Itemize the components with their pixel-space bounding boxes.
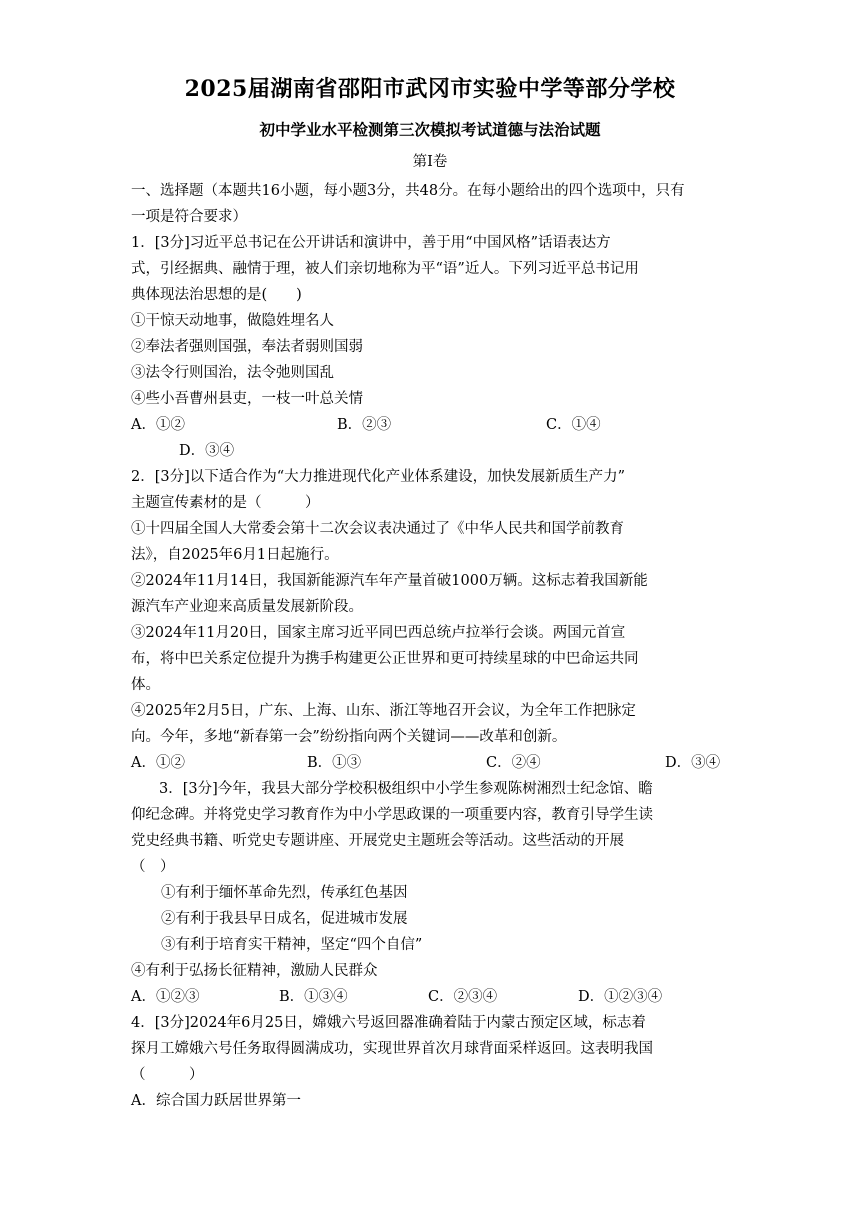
statement-item: 体。 xyxy=(131,677,160,693)
question-text: 1．[3分]习近平总书记在公开讲话和演讲中，善于用“中国风格”话语表达方 xyxy=(131,235,611,251)
question-text: 典体现法治思想的是( ) xyxy=(131,287,302,303)
statement-item: 源汽车产业迎来高质量发展新阶段。 xyxy=(131,599,363,615)
question-1 xyxy=(131,230,731,464)
statement-item: 法》，自2025年6月1日起施行。 xyxy=(131,547,339,563)
option-a[interactable]: A．综合国力跃居世界第一 xyxy=(131,1093,301,1109)
exam-title: 2025届湖南省邵阳市武冈市实验中学等部分学校 xyxy=(184,76,676,102)
option-a[interactable]: A．①②③ xyxy=(131,989,200,1005)
exam-subtitle: 初中学业水平检测第三次模拟考试道德与法治试题 xyxy=(259,120,601,139)
question-text: 2．[3分]以下适合作为“大力推进现代化产业体系建设，加快发展新质生产力” xyxy=(131,469,626,485)
question-text: 4．[3分]2024年6月25日，嫦娥六号返回器准确着陆于内蒙古预定区域，标志着 xyxy=(131,1015,646,1031)
option-b[interactable]: B．①③④ xyxy=(279,989,348,1005)
section-heading-cont: 一项是符合要求） xyxy=(131,209,247,225)
statement-item: ④2025年2月5日，广东、上海、山东、浙江等地召开会议，为全年工作把脉定 xyxy=(131,703,636,719)
option-a[interactable]: A．①② xyxy=(131,755,185,771)
option-d[interactable]: D．③④ xyxy=(179,443,235,459)
statement-item: ②奉法者强则国强，奉法者弱则国弱 xyxy=(131,339,363,355)
question-text: 党史经典书籍、听党史专题讲座、开展党史主题班会等活动。这些活动的开展 xyxy=(131,833,624,849)
answer-options xyxy=(131,984,731,1010)
exam-body xyxy=(131,178,731,1114)
statement-item: ②有利于我县早日成名，促进城市发展 xyxy=(161,911,408,927)
question-4 xyxy=(131,1010,731,1114)
answer-options xyxy=(131,750,731,776)
statement-item: 布，将中巴关系定位提升为携手构建更公正世界和更可持续星球的中巴命运共同 xyxy=(131,651,639,667)
option-c[interactable]: C．②③④ xyxy=(428,989,498,1005)
statement-item: ①干惊天动地事，做隐姓埋名人 xyxy=(131,313,334,329)
volume-label: 第Ⅰ卷 xyxy=(412,154,448,170)
statement-item: ①十四届全国人大常委会第十二次会议表决通过了《中华人民共和国学前教育 xyxy=(131,521,624,537)
question-2 xyxy=(131,464,731,776)
question-text: 仰纪念碑。并将党史学习教育作为中小学思政课的一项重要内容，教育引导学生读 xyxy=(131,807,653,823)
statement-item: ③有利于培育实干精神，坚定“四个自信” xyxy=(161,937,423,953)
answer-options-cont xyxy=(131,438,731,464)
question-3 xyxy=(131,776,731,1010)
question-text: （ ） xyxy=(131,859,175,875)
option-b[interactable]: B．①③ xyxy=(307,755,362,771)
statement-item: ②2024年11月14日，我国新能源汽车年产量首破1000万辆。这标志着我国新能 xyxy=(131,573,648,589)
question-text: 3．[3分]今年，我县大部分学校积极组织中小学生参观陈树湘烈士纪念馆、瞻 xyxy=(159,781,653,797)
section-heading: 一、选择题（本题共16小题，每小题3分，共48分。在每小题给出的四个选项中，只有 xyxy=(131,183,685,199)
option-d[interactable]: D．①②③④ xyxy=(578,989,663,1005)
answer-options xyxy=(131,412,731,438)
statement-item: ①有利于缅怀革命先烈，传承红色基因 xyxy=(161,885,408,901)
statement-item: 向。今年，多地“新春第一会”纷纷指向两个关键词——改革和创新。 xyxy=(131,729,567,745)
option-b[interactable]: B．②③ xyxy=(337,417,392,433)
statement-item: ③法令行则国治，法令弛则国乱 xyxy=(131,365,334,381)
statement-item: ③2024年11月20日，国家主席习近平同巴西总统卢拉举行会谈。两国元首宣 xyxy=(131,625,626,641)
question-text: 探月工嫦娥六号任务取得圆满成功，实现世界首次月球背面采样返回。这表明我国 xyxy=(131,1041,653,1057)
statement-item: ④有利于弘扬长征精神，激励人民群众 xyxy=(131,963,378,979)
question-text: 式，引经据典、融情于理，被人们亲切地称为平“语”近人。下列习近平总书记用 xyxy=(131,261,639,277)
option-a[interactable]: A．①② xyxy=(131,417,185,433)
option-c[interactable]: C．①④ xyxy=(546,417,601,433)
option-d[interactable]: D．③④ xyxy=(665,755,721,771)
statement-item: ④些小吾曹州县吏，一枝一叶总关情 xyxy=(131,391,363,407)
question-text: 主题宣传素材的是（ ） xyxy=(131,495,320,511)
question-text: （ ） xyxy=(131,1067,204,1083)
option-c[interactable]: C．②④ xyxy=(486,755,541,771)
